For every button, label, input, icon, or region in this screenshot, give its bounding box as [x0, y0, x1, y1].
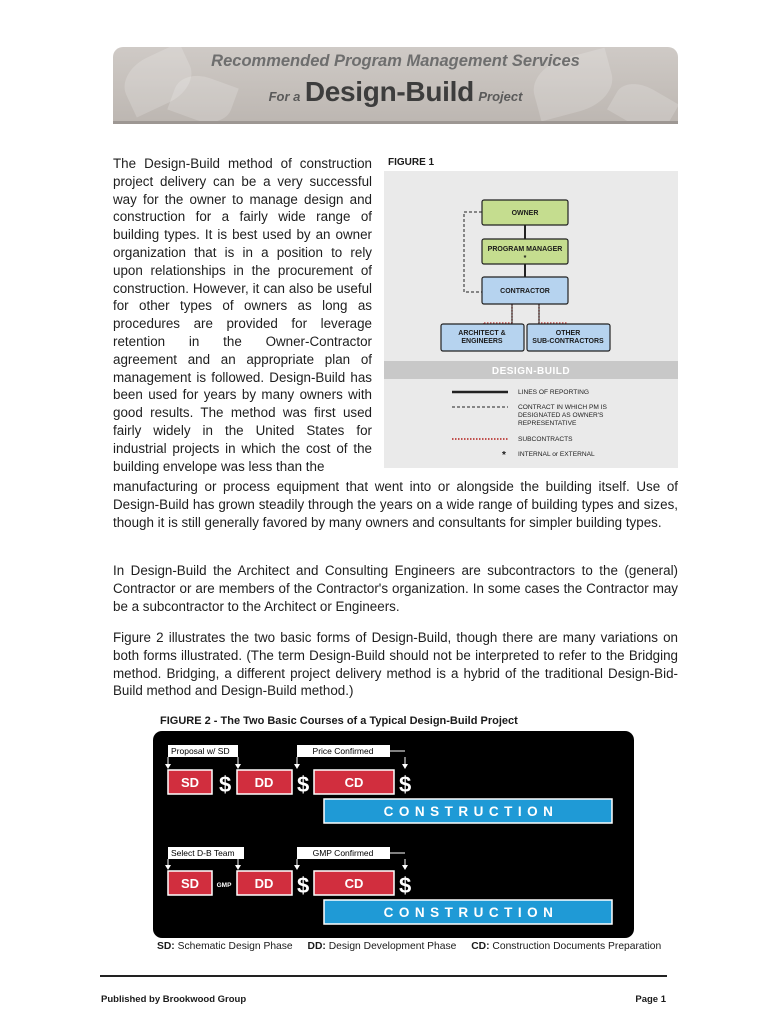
header-suffix: Project [478, 89, 523, 104]
legend-contract-3: REPRESENTATIVE [518, 420, 577, 427]
legend-dd: DD: Design Development Phase [307, 941, 457, 952]
figure2-timeline [153, 731, 634, 938]
figure1-title: FIGURE 1 [388, 157, 435, 168]
intro-paragraph-column: The Design-Build method of construction project delivery can be a very successful way for the owner to manage design and construction for a fairly wide range of building types. It is best used by an owner organization that is in a position to rely upon relationships in the procurement of construction. However, it can also be useful for other types of owners as long as procedures are provided for leverage retention in the Owner-Contractor agreement and an appropriate plan of management is followed. Design-Build has been used for years by many owners with good results. The method was first used fairly widely in the United States for industrial projects in which the cost of the building envelope was less than the [113, 156, 372, 474]
legend-cd: CD: Construction Documents Preparation [471, 941, 662, 952]
paragraph-architects: In Design-Build the Architect and Consulting Engineers are subcontractors to the (general) Contractor or are members of the Contractor's organization. In some cases the Contractor may be a subcontractor to the Architect or Engineers. [113, 563, 678, 614]
subcontract-line [539, 304, 567, 324]
phase-sd-label: SD [180, 775, 200, 790]
dollar-sign: $ [399, 772, 412, 797]
legend-reporting: LINES OF REPORTING [518, 389, 589, 396]
dollar-sign: $ [399, 873, 412, 898]
design-build-band-label: DESIGN-BUILD [491, 366, 571, 377]
header-title [113, 76, 678, 108]
dollar-sign: $ [297, 873, 310, 898]
program-manager-marker: * [523, 255, 527, 262]
footer-rule [100, 975, 667, 977]
header-prefix: For a [268, 89, 301, 104]
paragraph-figure2: Figure 2 illustrates the two basic forms of Design-Build, though there are many variations on both forms illustrated. (The term Design-Build should not be interpreted to refer to the Bridging method. Bridging, a different project delivery method is a hybrid of the traditional Design-Bid-Build method and Design-Build method.) [113, 630, 678, 699]
header-title-main: Design-Build [304, 76, 474, 107]
footer-page-number: Page 1 [635, 994, 666, 1005]
construction-label: CONSTRUCTION [383, 804, 559, 819]
gmp-label: GMP [216, 882, 232, 889]
footer-publisher: Published by Brookwood Group [101, 994, 247, 1005]
program-manager-label: PROGRAM MANAGER [487, 246, 563, 253]
dollar-sign: $ [219, 772, 232, 797]
phase-dd-label: DD [254, 876, 274, 891]
figure2-legend [157, 941, 673, 952]
figure2-diagram [153, 731, 634, 938]
legend-internal: INTERNAL or EXTERNAL [518, 451, 595, 458]
legend-sd: SD: Schematic Design Phase [157, 941, 293, 952]
header-subtitle: Recommended Program Management Services [211, 52, 580, 70]
figure1-diagram [384, 171, 678, 468]
architect-label-line1: ARCHITECT & [458, 330, 506, 337]
contract-dashed-line [464, 212, 482, 292]
architect-label-line2: ENGINEERS [461, 338, 503, 345]
legend-contract-1: CONTRACT IN WHICH PM IS [518, 404, 607, 411]
banner-rule [113, 121, 678, 124]
phase-cd-label: CD [344, 775, 364, 790]
contractor-label: CONTRACTOR [500, 288, 550, 295]
construction-label: CONSTRUCTION [383, 905, 559, 920]
tag-proposal-label: Proposal w/ SD [171, 746, 230, 756]
tag-select-team-label: Select D-B Team [171, 848, 235, 858]
subcontract-line [484, 304, 512, 324]
legend-contract-2: DESIGNATED AS OWNER'S [518, 412, 604, 419]
phase-sd-label: SD [180, 876, 200, 891]
other-label-line2: SUB-CONTRACTORS [532, 338, 604, 345]
phase-cd-label: CD [344, 876, 364, 891]
figure2-title: FIGURE 2 - The Two Basic Courses of a Typical Design-Build Project [160, 715, 518, 727]
legend-internal-marker: * [502, 450, 506, 461]
owner-label: OWNER [511, 210, 539, 217]
intro-paragraph-continued: manufacturing or process equipment that went into or alongside the building itself. Use of Design-Build has grown steadily through the years on a wide range of building types and sizes, though it is still generally favored by many owners and consultants for simpler building types. [113, 479, 678, 530]
dollar-sign: $ [297, 772, 310, 797]
tag-gmp-confirmed-label: GMP Confirmed [312, 848, 374, 858]
legend-subcontracts: SUBCONTRACTS [518, 436, 573, 443]
other-label-line1: OTHER [555, 330, 581, 337]
figure1-org-chart [384, 171, 678, 468]
tag-price-confirmed-label: Price Confirmed [312, 746, 374, 756]
phase-dd-label: DD [254, 775, 274, 790]
